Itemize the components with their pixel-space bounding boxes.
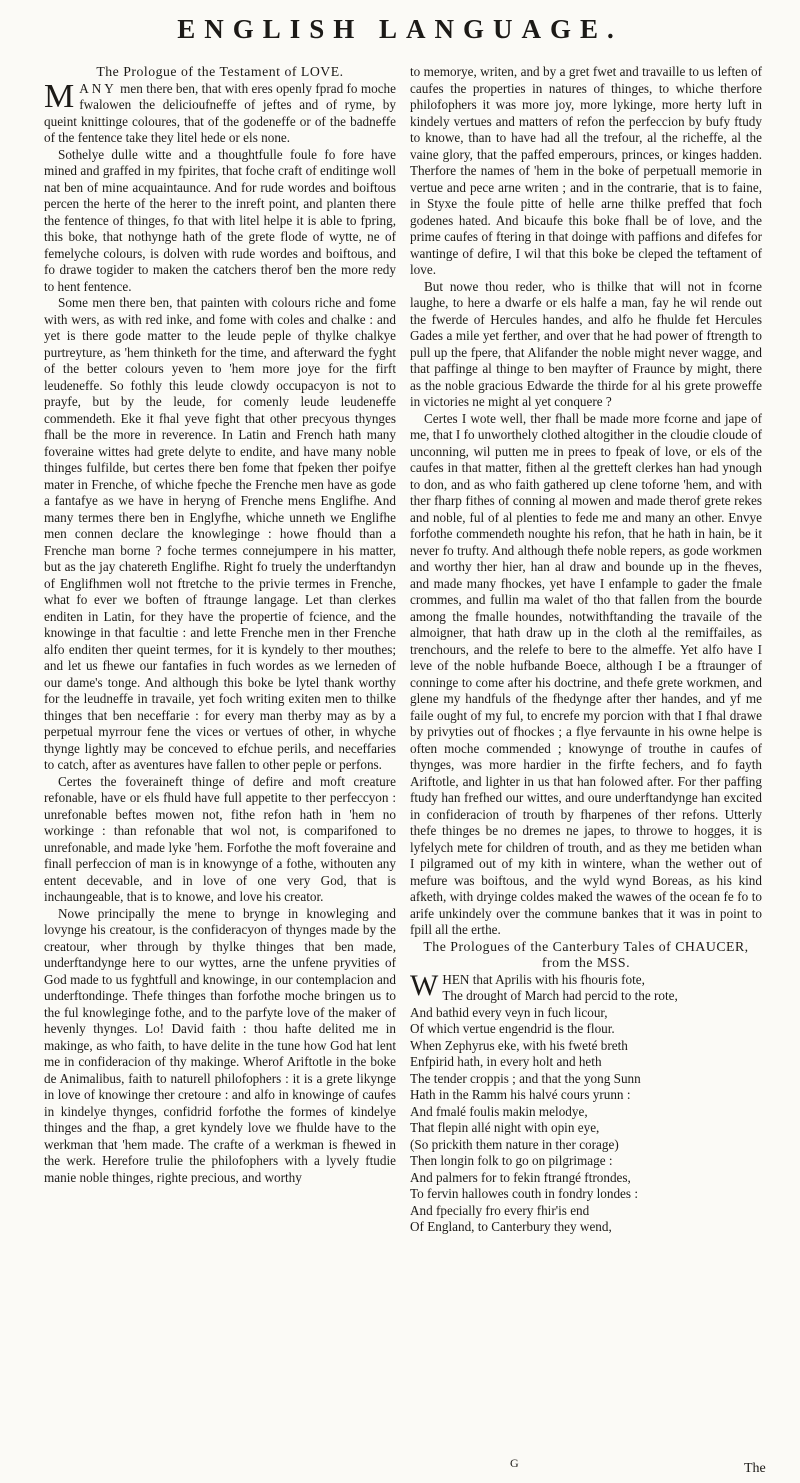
verse-line: Enfpirid hath, in every holt and heth <box>410 1054 602 1069</box>
drop-cap: M <box>44 77 75 115</box>
verse-line: (So prickith them nature in ther corage) <box>410 1136 619 1152</box>
verse-line: The tender croppis ; and that the yong Sunn <box>410 1070 641 1086</box>
left-column <box>44 64 396 1186</box>
canterbury-tales-heading: The Prologues of the Canterbury Tales of CHAUCER, from the MSS. <box>423 938 749 970</box>
paragraph: But nowe thou reder, who is thilke that will not in fcorne laughe, to here a dwarfe or els halfe a man, fay he wil rende out the fwerde of Hercules handes, and alfo he fhulde fet Hercules Gades a mile yet ferther, and over that he had power of ftrength to pull up the fpere, that Alifander the noble might never wagge, and that paffinge al thinge to ben mayfter of Fraunce by might, there as the noble gracious Edwarde the thirde for al his grete proweffe in victories ne might al yet conquere ? <box>410 278 762 409</box>
verse-drop-cap: W <box>410 968 439 1002</box>
verse-block <box>410 968 762 1236</box>
verse-line: And palmers for to fekin ftrangé ftrondes, <box>410 1169 631 1185</box>
right-column <box>410 64 762 1236</box>
catchword: The <box>744 1461 766 1476</box>
running-head: ENGLISH LANGUAGE. <box>177 14 623 44</box>
verse-line: The drought of March had percid to the rote, <box>442 988 678 1003</box>
verse-line: HEN that Aprilis with his fhouris fote, <box>442 971 645 987</box>
verse-line: And fpecially fro every fhir'is end <box>410 1202 590 1218</box>
verse-line: Of England, to Canterbury they wend, <box>410 1219 612 1234</box>
paragraph: Some men there ben, that painten with colours riche and fome with wers, as with red inke, and fome with coles and chalke : and yet is there gode matter to the leude peple of thylke chalkye purtreyture, as 'hem thinketh for the time, and afterward the fyght of the better colours yeven to 'hem more joye for the firft leudeneffe. So fothly this leude clowdy occupacyon is not to prayfe, but by the leude, for comenly leude leudeneffe commendeth. Eke it fhal yeve fight that other precyous thynges fhall be the more in reverence. In Latin and French hath many foveraine wittes had grete delyte to endite, and have many noble thinges fulfilde, but certes there ben fome that fpeken ther poifye mater in Frenche, of whiche fpeche the Frenche men have as gode a fantafye as we have in heryng of Frenche mens Englifhe. And many termes there ben in Englyfhe, whiche unneth we Englifhe men connen declare the knowleginge : howe fhould than a Frenche man borne ? foche termes connejumpere in his matter, but as the jay chatereth Englifhe. Right fo truely the underftandyn of Englifhmen woll not ftretche to the privie termes in Frenche, what fo ever we boften of ftraunge langage. Let than clerkes enditen in Latin, for they have the propertie of fcience, and the knowinge in that facultie : and lette Frenche men in ther Frenche alfo enditen ther queint termes, for it is kyndely to ther mouthes; and let us fhewe our fantafies in fuch wordes as we lerneden of our dame's tonge. And although this boke be lytel thank worthy for the leudneffe in travaile, yet foch writing exiten men to thilke thinges that ben neceffarie : for every man therby may as by a perpetual myrrour fene the vices or vertues of other, in whyche thynge lightly may be conceved to efchue perils, and neceffaries to catch, after as aventures have fallen to other peple or perfons. <box>44 295 396 772</box>
verse-line: When Zephyrus eke, with his fweté breth <box>410 1037 628 1053</box>
opening-paragraph <box>44 77 396 147</box>
verse-line: Of which vertue engendrid is the flour. <box>410 1021 615 1036</box>
paragraph: Certes I wote well, ther fhall be made more fcorne and jape of me, that I fo unworthely clothed altogither in the cloudie cloude of unconning, wil putten me in prees to fpeak of love, or els of the caufes in that matter, fithen al the gretteft clerkes han had ynough to don, and as who faith gathered up clene toforne 'hem, and with ther fharp fithes of conning al mowen and made therof grete rekes and noble, ful of al plenties to fede me and many an other. Envye forfothe commendeth noughte his refon, that he hath in hain, be it never fo trufty. And although thefe noble repers, as gode workmen and worthy ther hier, han al draw and bounde up in the fheves, and made many fhockes, yet have I enfample to gader the fmale crommes, and fullin ma walet of tho that fallen from the bourde among the fmalle houndes, notwithftanding the travaile of the almoigner, that hath draw up in the cloth al the remiffailes, as trenchours, and the relefe to bere to the almeffe. Yet alfo have I leve of the noble hufbande Boece, although I be a ftraunger of conninge to come after his doctrine, and thefe grete workmen, and glene my handfuls of the fhedynge after ther handes, and yf me faile ought of my ful, to encrefe my porcion with that I fhal drawe by privyties out of fhockes ; a flye fervaunte in his owne helpe is often moche commended ; knowynge of trouthe in caufes of thynges, was more hardier in the firfte fechers, and fo fayth Ariftotle, and lighter in us that han folowed after. For ther paffing ftudy han frefhed our wittes, and oure underftandynge han excited in confideracion of trouth by fharpenes of ther refons. Utterly thefe thinges be no dremes ne japes, to throwe to hogges, it is lyfelych mete for children of trouth, and as they me betiden whan I pilgramed out of my kith in wintere, whan the wether out of mefure was boiftous, and the wyld wynd Boreas, as his kind afketh, with dryinge coldes maked the wawes of the ocean fe fo to arife unkindely over the commune bankes that it was in point to fpill all the erthe. <box>410 410 762 937</box>
verse-line: To fervin hallowes couth in fondry londes : <box>410 1186 638 1201</box>
verse-line: Then longin folk to go on pilgrimage : <box>410 1153 613 1168</box>
paragraph: to memorye, writen, and by a gret fwet and travaille to us leften of caufes the properties in natures of thinges, to whiche therfore philofophers it was more joy, more lykinge, more herty luft in kindely vertues and matters of refon the perfeccion by bufy ftudy to knowe, than to have had all the trefour, al the richeffe, al the vaine glory, that the paffed emperours, princes, or kinges hadden. Therfore the names of 'hem in the boke of perpetuall memorie in vertue and pece arne writen ; and in the contrarie, that is to faine, in Styxe the foule pitte of helle arne thilke preffed that foch godenes hated. And bicaufe this boke fhall be of love, and the prime caufes of ftering in that doinge with paffions and difefes for wantinge of defire, I wil that this boke be cleped the teftament of love. <box>410 64 762 277</box>
paragraph: Nowe principally the mene to brynge in knowleging and lovynge his creatour, is the confideracyon of thynges made by the creatour, wher through by thylke thinges that ben made, underftandynge here to our wyttes, arne the unfene pryvities of God made to us fyghtfull and knowinge, in our contemplacion and underftondinge. Thefe thinges than forfothe moche bringen us to the ful knowleginge fothe, and to the parfyte love of the maker of hevenly thynges. Lo! David faith : thou hafte delited me in makinge, as who faith, to have delite in the tune how God hat lent me in confideracion of thy makinge. Wherof Ariftotle in the boke de Animalibus, faith to naturell philofophers : it is a grete likynge in love of knowinge ther cretoure : and alfo in knowinge of caufes in kindelye thynges, confidrid forfothe the formes of kindelye thinges and the fhap, a gret kyndely love we fhulde have to the werkman that 'hem made. The crafte of a werkman is fhewed in the werk. Herefore trulie the philofophers with a lyvely ftudie manie noble thinges, righte precious, and worthy <box>44 905 396 1185</box>
verse-line: And bathid every veyn in fuch licour, <box>410 1004 608 1020</box>
verse-line: Hath in the Ramm his halvé cours yrunn : <box>410 1087 631 1102</box>
verse-line: That flepin allé night with opin eye, <box>410 1120 600 1135</box>
paragraph: Certes the foveraineft thinge of defire and moft creature refonable, have or els fhuld have full appetite to ther perfeccyon : unrefonable beftes mowen not, fithe refon hath in 'hem no workinge : than refonable that wol not, is comparifoned to unrefonable, and made lyke 'hem. Forfothe the moft foveraine and finall perfeccion of man is in knowynge of a fothe, withouten any entent decevable, and in love of one very God, that is inchaungeable, that is to knowe, and love his creator. <box>44 773 396 904</box>
paragraph: Sothelye dulle witte and a thoughtfulle foule fo fore have mined and graffed in my fpirites, that foche craft of enditinge woll nat ben of mine acquaintaunce. And for rude wordes and boiftous percen the herte of the herer to the inreft point, and planten there the fentence of thinges, fo that with litel helpe it is able to fpring, this boke, that nothynge hath of the grete flode of wytte, ne of femelyche colours, is dolven with rude wordes and boiftous, and fo drawe togider to maken the catchers therof ben the more redy to hent fentence. <box>44 146 396 294</box>
signature-mark: G <box>510 1456 519 1470</box>
first-word: ANY <box>79 80 117 96</box>
prologue-heading: The Prologue of the Testament of LOVE. <box>96 64 344 79</box>
paragraph-text: men there ben, that with eres openly fprad fo moche fwalowen the delicioufneffe of jeftes and of ryme, by queint knittinge coloures, that of the godeneffe or of the badneffe of the fentence take they litel hede or els none. <box>44 80 396 145</box>
verse-line: And fmalé foulis makin melodye, <box>410 1103 588 1119</box>
